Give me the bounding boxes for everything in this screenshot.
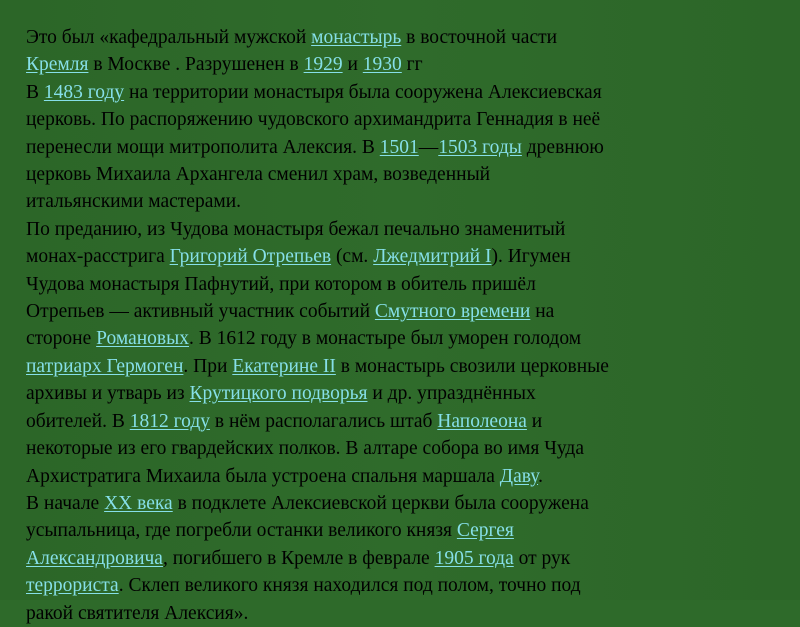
text-line xyxy=(26,408,778,435)
text-segment: в восточной части xyxy=(401,27,558,48)
text-segment: В начале xyxy=(26,492,105,514)
hyperlink[interactable]: Крутицкого подворья xyxy=(189,383,368,405)
text-segment: на территории монастыря была сооружена Алексиевская xyxy=(124,81,602,103)
text-segment: обителей. В xyxy=(26,410,130,432)
hyperlink[interactable]: 1929 xyxy=(303,54,343,76)
text-segment: архивы и утварь из xyxy=(26,383,190,405)
text-segment: древнюю xyxy=(521,136,604,158)
text-segment: в подклете Алексиевской церкви была сооружена xyxy=(172,492,589,514)
text-line xyxy=(26,517,778,544)
text-segment: монах-расстрига xyxy=(26,246,170,268)
text-line xyxy=(26,134,778,161)
text-line xyxy=(26,271,778,298)
text-segment: Архистратига Михаила была устроена спальня маршала xyxy=(26,465,500,487)
hyperlink[interactable]: 1930 xyxy=(362,54,402,76)
text-segment: усыпальница, где погребли останки великого князя xyxy=(26,520,457,542)
text-line xyxy=(26,298,778,325)
text-segment: — xyxy=(418,136,439,158)
hyperlink[interactable]: XX века xyxy=(104,492,173,514)
text-segment: . В 1612 году в монастыре был уморен голодом xyxy=(189,328,582,350)
text-segment: . Склеп великого князя находился под полом, точно под xyxy=(118,575,581,597)
text-line xyxy=(26,353,778,380)
text-segment: и др. упразднённых xyxy=(367,383,536,405)
hyperlink[interactable]: монастырь xyxy=(311,27,402,48)
hyperlink[interactable]: 1501 xyxy=(379,136,419,158)
text-segment: Это был «кафедральный мужской xyxy=(26,27,312,48)
text-line xyxy=(26,216,778,243)
text-segment: Отрепьев — активный участник событий xyxy=(26,301,375,323)
text-line xyxy=(26,161,778,188)
text-line xyxy=(26,545,778,572)
text-segment: в монастырь свозили церковные xyxy=(335,355,609,377)
text-segment: Чудова монастыря Пафнутий, при котором в обитель пришёл xyxy=(26,273,536,295)
hyperlink[interactable]: патриарх Гермоген xyxy=(26,355,184,377)
text-line xyxy=(26,435,778,462)
text-segment: По преданию, из Чудова монастыря бежал печально знаменитый xyxy=(26,218,566,240)
text-line xyxy=(26,380,778,407)
text-line xyxy=(26,325,778,352)
hyperlink[interactable]: Сергея xyxy=(456,520,514,542)
text-segment: . При xyxy=(183,355,233,377)
text-segment: на xyxy=(530,301,555,323)
text-segment: некоторые из его гвардейских полков. В алтаре собора во имя Чуда xyxy=(26,438,584,460)
text-segment: в нём располагались штаб xyxy=(210,410,438,432)
hyperlink[interactable]: Наполеона xyxy=(437,410,527,432)
hyperlink[interactable]: террориста xyxy=(26,575,119,597)
hyperlink[interactable]: 1503 годы xyxy=(438,136,522,158)
hyperlink[interactable]: Романовых xyxy=(96,328,189,350)
text-segment: итальянскими мастерами. xyxy=(26,191,242,213)
text-segment: (см. xyxy=(331,246,374,268)
text-line xyxy=(26,79,778,106)
text-line xyxy=(26,572,778,599)
text-segment: и xyxy=(342,54,363,76)
text-line xyxy=(26,24,778,51)
hyperlink[interactable]: Смутного времени xyxy=(374,301,531,323)
text-line xyxy=(26,106,778,133)
hyperlink[interactable]: Лжедмитрий I xyxy=(373,246,492,268)
hyperlink[interactable]: Даву xyxy=(499,465,539,487)
text-line xyxy=(26,490,778,517)
text-segment: стороне xyxy=(26,328,97,350)
text-line xyxy=(26,51,778,78)
text-line xyxy=(26,600,778,627)
text-segment: ракой святителя Алексия». xyxy=(26,602,249,624)
text-segment: В xyxy=(26,81,44,103)
text-segment: ). Игумен xyxy=(491,246,571,268)
text-segment: перенесли мощи митрополита Алексия. В xyxy=(26,136,380,158)
text-segment: церковь Михаила Архангела сменил храм, возведенный xyxy=(26,164,491,186)
hyperlink[interactable]: Кремля xyxy=(26,54,89,76)
hyperlink[interactable]: 1812 году xyxy=(129,410,210,432)
hyperlink[interactable]: Григорий Отрепьев xyxy=(169,246,332,268)
hyperlink[interactable]: 1905 года xyxy=(434,547,514,569)
hyperlink[interactable]: Екатерине II xyxy=(232,355,336,377)
article-text xyxy=(26,24,778,627)
hyperlink[interactable]: 1483 году xyxy=(43,81,125,103)
text-line xyxy=(26,463,778,490)
text-segment: от рук xyxy=(513,547,571,569)
text-segment: , погибшего в Кремле в феврале xyxy=(162,547,435,569)
text-line xyxy=(26,243,778,270)
text-segment: гг xyxy=(401,54,423,76)
text-segment: церковь. По распоряжению чудовского архимандрита Геннадия в неё xyxy=(26,109,601,131)
text-segment: . xyxy=(538,465,543,487)
text-segment: и xyxy=(526,410,543,432)
text-segment: в Москве . Разрушенен в xyxy=(88,54,304,76)
text-line xyxy=(26,188,778,215)
hyperlink[interactable]: Александровича xyxy=(26,547,163,569)
